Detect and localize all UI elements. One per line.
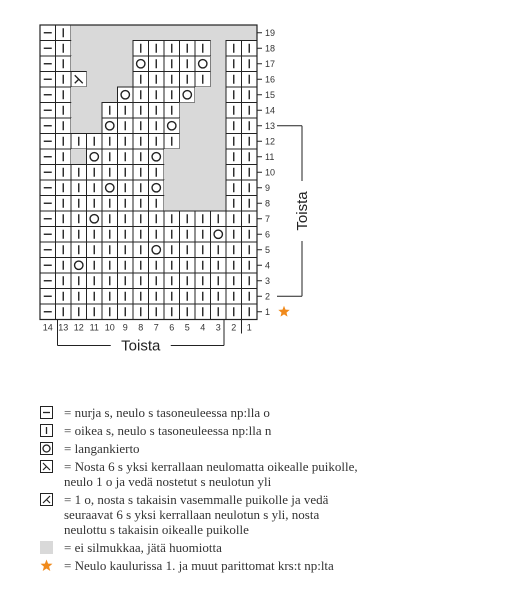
- stitch-cell: [87, 211, 103, 227]
- row-number: 4: [265, 260, 271, 271]
- row-number: 19: [265, 27, 276, 38]
- column-number: 5: [184, 322, 190, 333]
- no-stitch-cell: [195, 165, 211, 181]
- left-cable-symbol-icon: [40, 493, 53, 506]
- column-number: 10: [104, 322, 115, 333]
- no-stitch-cell: [87, 56, 103, 72]
- column-number: 8: [138, 322, 144, 333]
- row-number: 1: [265, 306, 271, 317]
- no-stitch-cell: [195, 149, 211, 165]
- legend-item-knit: [40, 423, 500, 438]
- no-stitch-symbol-icon: [40, 541, 53, 554]
- no-stitch-cell: [195, 87, 211, 103]
- legend-text: = ei silmukkaa, jätä huomiotta: [64, 540, 222, 555]
- legend-item-yarn-over: [40, 441, 500, 456]
- no-stitch-cell: [71, 103, 87, 119]
- no-stitch-cell: [87, 41, 103, 57]
- no-stitch-cell: [71, 149, 87, 165]
- no-stitch-cell: [164, 165, 180, 181]
- no-stitch-cell: [87, 118, 103, 134]
- row-number: 2: [265, 291, 271, 302]
- no-stitch-cell: [195, 180, 211, 196]
- no-stitch-cell: [211, 87, 227, 103]
- no-stitch-cell: [180, 103, 196, 119]
- no-stitch-cell: [102, 25, 118, 41]
- stitch-cell: [118, 87, 134, 103]
- legend: [40, 405, 500, 576]
- row-number: 3: [265, 275, 271, 286]
- row-number: 6: [265, 229, 271, 240]
- row-number: 7: [265, 213, 271, 224]
- no-stitch-cell: [211, 180, 227, 196]
- no-stitch-cell: [211, 41, 227, 57]
- row-number: 11: [265, 151, 275, 162]
- no-stitch-cell: [118, 72, 134, 88]
- no-stitch-cell: [180, 25, 196, 41]
- stitch-cell: [164, 118, 180, 134]
- stitch-cell: [87, 149, 103, 165]
- row-number: 12: [265, 136, 276, 147]
- no-stitch-cell: [195, 118, 211, 134]
- purl-symbol-icon: [40, 406, 53, 419]
- row-number: 14: [265, 105, 276, 116]
- row-number: 8: [265, 198, 271, 209]
- no-stitch-cell: [180, 165, 196, 181]
- no-stitch-cell: [102, 56, 118, 72]
- no-stitch-cell: [102, 41, 118, 57]
- no-stitch-cell: [71, 118, 87, 134]
- yarn-over-symbol-icon: [40, 442, 53, 455]
- row-number: 9: [265, 182, 271, 193]
- no-stitch-cell: [164, 149, 180, 165]
- row-number: 10: [265, 167, 276, 178]
- stitch-cell: [180, 87, 196, 103]
- column-number: 1: [246, 322, 252, 333]
- no-stitch-cell: [211, 134, 227, 150]
- no-stitch-cell: [118, 41, 134, 57]
- column-number: 11: [89, 322, 99, 333]
- no-stitch-cell: [180, 180, 196, 196]
- repeat-label-side: Toista: [294, 191, 311, 231]
- row-number: 18: [265, 43, 276, 54]
- legend-text: = oikea s, neulo s tasoneuleessa np:lla n: [64, 423, 272, 438]
- row-number: 15: [265, 89, 276, 100]
- no-stitch-cell: [87, 87, 103, 103]
- no-stitch-cell: [195, 134, 211, 150]
- no-stitch-cell: [195, 25, 211, 41]
- no-stitch-cell: [164, 180, 180, 196]
- no-stitch-cell: [211, 56, 227, 72]
- row-number: 5: [265, 244, 271, 255]
- repeat-label-bottom: Toista: [121, 337, 161, 355]
- legend-text: = nurja s, neulo s tasoneuleessa np:lla o: [64, 405, 270, 420]
- column-number: 13: [58, 322, 69, 333]
- no-stitch-cell: [87, 103, 103, 119]
- legend-item-left-cable: [40, 492, 500, 537]
- no-stitch-cell: [211, 149, 227, 165]
- no-stitch-cell: [195, 103, 211, 119]
- column-number: 9: [122, 322, 128, 333]
- no-stitch-cell: [133, 25, 149, 41]
- no-stitch-cell: [211, 118, 227, 134]
- stitch-cell: [211, 227, 227, 243]
- legend-item-right-cable: [40, 459, 500, 489]
- star-icon: [40, 559, 53, 572]
- star-icon: [278, 306, 289, 317]
- stitch-cell: [149, 242, 165, 258]
- no-stitch-cell: [211, 72, 227, 88]
- column-number: 4: [200, 322, 206, 333]
- right-cable-symbol-icon: [40, 460, 53, 473]
- no-stitch-cell: [102, 87, 118, 103]
- no-stitch-cell: [71, 87, 87, 103]
- legend-text: = Nosta 6 s yksi kerrallaan neulomatta oikealle puikolle, neulo 1 o ja vedä nostetut s neulotun yli: [64, 459, 358, 489]
- no-stitch-cell: [164, 25, 180, 41]
- no-stitch-cell: [211, 25, 227, 41]
- no-stitch-cell: [180, 134, 196, 150]
- legend-item-no-stitch: [40, 540, 500, 555]
- no-stitch-cell: [118, 56, 134, 72]
- no-stitch-cell: [149, 25, 165, 41]
- no-stitch-cell: [180, 149, 196, 165]
- legend-item-star: [40, 558, 500, 573]
- legend-item-purl: [40, 405, 500, 420]
- no-stitch-cell: [226, 25, 242, 41]
- no-stitch-cell: [71, 41, 87, 57]
- no-stitch-cell: [211, 165, 227, 181]
- no-stitch-cell: [242, 25, 258, 41]
- no-stitch-cell: [87, 25, 103, 41]
- no-stitch-cell: [71, 56, 87, 72]
- column-number: 12: [73, 322, 84, 333]
- no-stitch-cell: [211, 196, 227, 212]
- column-number: 2: [231, 322, 237, 333]
- legend-text: = 1 o, nosta s takaisin vasemmalle puikolle ja vedä seuraavat 6 s yksi kerrallaan neulotun s yli, nosta neulottu s takaisin oikealle puikolle: [64, 492, 329, 537]
- row-number: 17: [265, 58, 276, 69]
- row-number: 16: [265, 74, 276, 85]
- no-stitch-cell: [180, 118, 196, 134]
- no-stitch-cell: [195, 196, 211, 212]
- column-number: 7: [153, 322, 159, 333]
- legend-text: = langankierto: [64, 441, 140, 456]
- no-stitch-cell: [164, 196, 180, 212]
- no-stitch-cell: [102, 72, 118, 88]
- no-stitch-cell: [180, 196, 196, 212]
- column-number: 6: [169, 322, 175, 333]
- row-number: 13: [265, 120, 276, 131]
- stitch-cell: [149, 149, 165, 165]
- column-number: 3: [215, 322, 221, 333]
- column-number: 14: [42, 322, 53, 333]
- stitch-cell: [133, 56, 149, 72]
- stitch-cell: [195, 56, 211, 72]
- no-stitch-cell: [87, 72, 103, 88]
- no-stitch-cell: [118, 25, 134, 41]
- stitch-cell: [102, 180, 118, 196]
- legend-text: = Neulo kaulurissa 1. ja muut parittomat krs:t np:lta: [64, 558, 334, 573]
- stitch-cell: [149, 180, 165, 196]
- stitch-cell: [102, 118, 118, 134]
- stitch-cell: [71, 258, 87, 274]
- no-stitch-cell: [211, 103, 227, 119]
- knit-symbol-icon: [40, 424, 53, 437]
- no-stitch-cell: [71, 25, 87, 41]
